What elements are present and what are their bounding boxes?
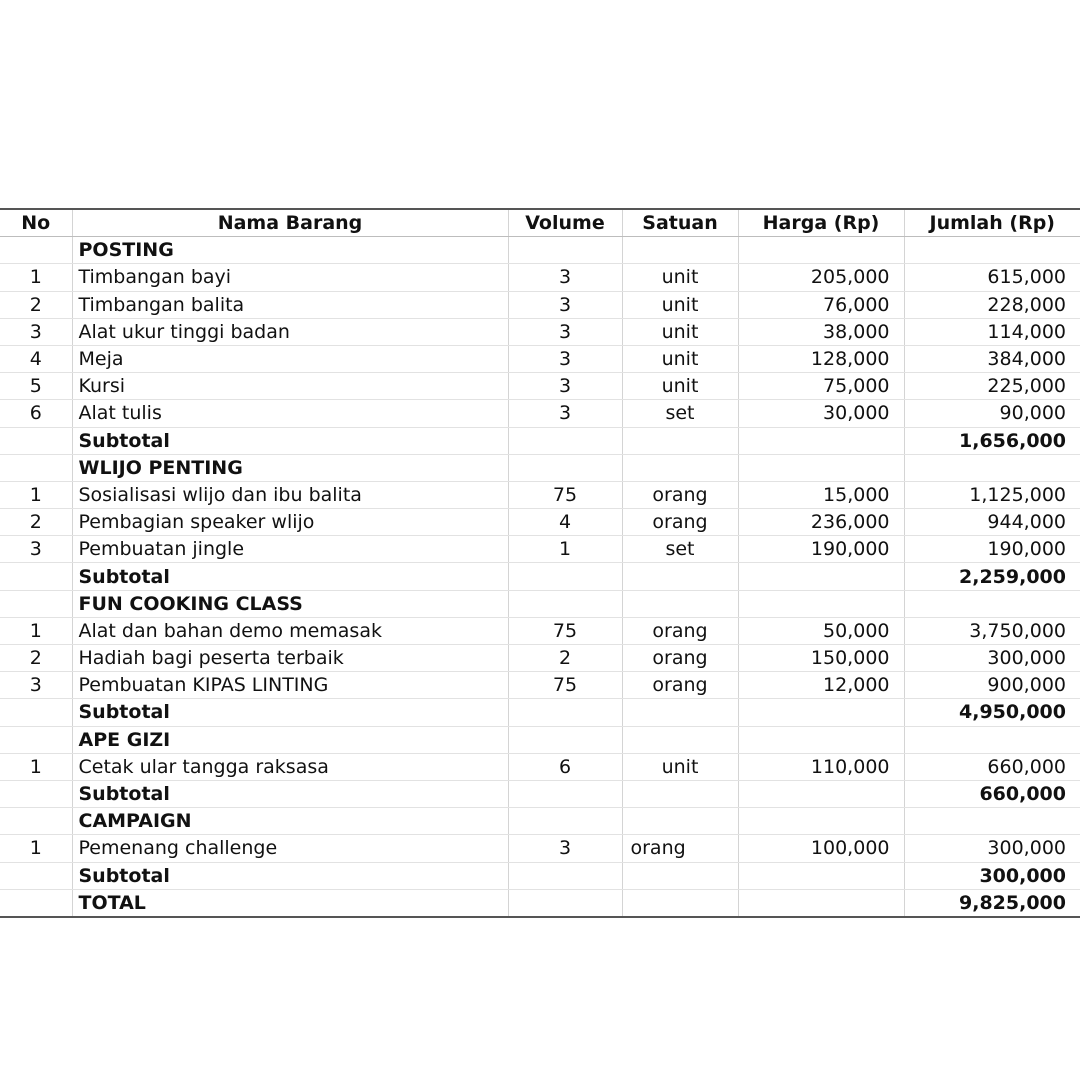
item-no: 2	[0, 509, 72, 536]
item-no: 1	[0, 617, 72, 644]
item-harga: 76,000	[738, 291, 904, 318]
item-jumlah: 3,750,000	[904, 617, 1080, 644]
item-harga: 128,000	[738, 345, 904, 372]
cell-harga	[738, 427, 904, 454]
item-jumlah: 114,000	[904, 318, 1080, 345]
cell-harga	[738, 699, 904, 726]
item-name: Alat dan bahan demo memasak	[72, 617, 508, 644]
section-title-row	[0, 726, 1080, 753]
item-satuan: orang	[622, 509, 738, 536]
item-harga: 30,000	[738, 400, 904, 427]
item-satuan: orang	[622, 645, 738, 672]
item-harga: 50,000	[738, 617, 904, 644]
cell-volume	[508, 862, 622, 889]
item-jumlah: 660,000	[904, 753, 1080, 780]
subtotal-row	[0, 862, 1080, 889]
cell-harga	[738, 726, 904, 753]
item-satuan: unit	[622, 753, 738, 780]
subtotal-label: Subtotal	[72, 780, 508, 807]
item-name: Pembuatan KIPAS LINTING	[72, 672, 508, 699]
item-volume: 1	[508, 536, 622, 563]
cell-no	[0, 862, 72, 889]
item-harga: 12,000	[738, 672, 904, 699]
cell-jumlah	[904, 454, 1080, 481]
item-harga: 236,000	[738, 509, 904, 536]
item-satuan: unit	[622, 345, 738, 372]
subtotal-row	[0, 699, 1080, 726]
item-volume: 75	[508, 617, 622, 644]
table-row	[0, 345, 1080, 372]
item-jumlah: 615,000	[904, 264, 1080, 291]
section-title-row	[0, 454, 1080, 481]
header-name: Nama Barang	[72, 209, 508, 237]
cell-jumlah	[904, 237, 1080, 264]
item-no: 1	[0, 753, 72, 780]
cell-harga	[738, 808, 904, 835]
item-satuan: unit	[622, 318, 738, 345]
item-no: 1	[0, 264, 72, 291]
subtotal-value: 4,950,000	[904, 699, 1080, 726]
cell-jumlah	[904, 590, 1080, 617]
item-volume: 3	[508, 291, 622, 318]
table-row	[0, 318, 1080, 345]
item-name: Alat tulis	[72, 400, 508, 427]
item-no: 3	[0, 318, 72, 345]
cell-harga	[738, 237, 904, 264]
item-no: 3	[0, 536, 72, 563]
cell-no	[0, 590, 72, 617]
item-name: Cetak ular tangga raksasa	[72, 753, 508, 780]
cell-satuan	[622, 454, 738, 481]
item-satuan: orang	[622, 481, 738, 508]
item-name: Pemenang challenge	[72, 835, 508, 862]
cell-jumlah	[904, 726, 1080, 753]
item-volume: 3	[508, 345, 622, 372]
item-satuan: orang	[622, 617, 738, 644]
cell-satuan	[622, 699, 738, 726]
item-name: Pembagian speaker wlijo	[72, 509, 508, 536]
section-title: WLIJO PENTING	[72, 454, 508, 481]
subtotal-label: Subtotal	[72, 563, 508, 590]
cell-harga	[738, 454, 904, 481]
cell-satuan	[622, 889, 738, 917]
cell-no	[0, 237, 72, 264]
cell-satuan	[622, 808, 738, 835]
cell-satuan	[622, 427, 738, 454]
subtotal-value: 1,656,000	[904, 427, 1080, 454]
cell-no	[0, 889, 72, 917]
header-jumlah: Jumlah (Rp)	[904, 209, 1080, 237]
item-name: Timbangan balita	[72, 291, 508, 318]
subtotal-row	[0, 780, 1080, 807]
table-body	[0, 237, 1080, 917]
item-no: 5	[0, 373, 72, 400]
cell-no	[0, 699, 72, 726]
item-no: 1	[0, 481, 72, 508]
table-row	[0, 373, 1080, 400]
item-satuan: orang	[622, 835, 738, 862]
item-satuan: unit	[622, 291, 738, 318]
table-header	[0, 209, 1080, 237]
cell-satuan	[622, 237, 738, 264]
item-harga: 38,000	[738, 318, 904, 345]
cell-no	[0, 726, 72, 753]
subtotal-label: Subtotal	[72, 699, 508, 726]
section-title: FUN COOKING CLASS	[72, 590, 508, 617]
cell-harga	[738, 590, 904, 617]
cell-no	[0, 780, 72, 807]
cell-no	[0, 563, 72, 590]
cell-harga	[738, 780, 904, 807]
item-volume: 6	[508, 753, 622, 780]
item-no: 4	[0, 345, 72, 372]
cell-satuan	[622, 862, 738, 889]
item-jumlah: 384,000	[904, 345, 1080, 372]
table-row	[0, 645, 1080, 672]
item-jumlah: 300,000	[904, 835, 1080, 862]
total-label: TOTAL	[72, 889, 508, 917]
subtotal-label: Subtotal	[72, 862, 508, 889]
section-title-row	[0, 237, 1080, 264]
cell-volume	[508, 237, 622, 264]
table-row	[0, 400, 1080, 427]
cell-harga	[738, 862, 904, 889]
table-row	[0, 509, 1080, 536]
table-row	[0, 536, 1080, 563]
item-satuan: set	[622, 536, 738, 563]
table-row	[0, 753, 1080, 780]
item-name: Pembuatan jingle	[72, 536, 508, 563]
item-jumlah: 190,000	[904, 536, 1080, 563]
table-row	[0, 835, 1080, 862]
item-harga: 15,000	[738, 481, 904, 508]
item-volume: 2	[508, 645, 622, 672]
subtotal-row	[0, 427, 1080, 454]
item-harga: 205,000	[738, 264, 904, 291]
item-name: Hadiah bagi peserta terbaik	[72, 645, 508, 672]
header-no: No	[0, 209, 72, 237]
item-no: 2	[0, 645, 72, 672]
item-no: 6	[0, 400, 72, 427]
table-row	[0, 672, 1080, 699]
cell-harga	[738, 889, 904, 917]
item-name: Alat ukur tinggi badan	[72, 318, 508, 345]
item-satuan: unit	[622, 264, 738, 291]
cell-volume	[508, 780, 622, 807]
header-volume: Volume	[508, 209, 622, 237]
item-jumlah: 900,000	[904, 672, 1080, 699]
item-no: 3	[0, 672, 72, 699]
cell-no	[0, 808, 72, 835]
item-volume: 4	[508, 509, 622, 536]
header-row	[0, 209, 1080, 237]
item-volume: 3	[508, 264, 622, 291]
cell-volume	[508, 808, 622, 835]
cell-harga	[738, 563, 904, 590]
subtotal-value: 300,000	[904, 862, 1080, 889]
item-harga: 75,000	[738, 373, 904, 400]
item-volume: 3	[508, 835, 622, 862]
item-jumlah: 944,000	[904, 509, 1080, 536]
item-jumlah: 1,125,000	[904, 481, 1080, 508]
header-harga: Harga (Rp)	[738, 209, 904, 237]
cell-volume	[508, 726, 622, 753]
cell-volume	[508, 699, 622, 726]
section-title-row	[0, 590, 1080, 617]
cell-volume	[508, 590, 622, 617]
cell-no	[0, 454, 72, 481]
item-volume: 75	[508, 481, 622, 508]
cell-volume	[508, 454, 622, 481]
subtotal-row	[0, 563, 1080, 590]
section-title: POSTING	[72, 237, 508, 264]
budget-table	[0, 208, 1080, 918]
item-volume: 3	[508, 373, 622, 400]
cell-volume	[508, 889, 622, 917]
table-row	[0, 481, 1080, 508]
item-volume: 3	[508, 318, 622, 345]
item-jumlah: 228,000	[904, 291, 1080, 318]
cell-satuan	[622, 563, 738, 590]
item-no: 1	[0, 835, 72, 862]
item-harga: 110,000	[738, 753, 904, 780]
section-title-row	[0, 808, 1080, 835]
cell-satuan	[622, 780, 738, 807]
subtotal-label: Subtotal	[72, 427, 508, 454]
item-harga: 100,000	[738, 835, 904, 862]
cell-jumlah	[904, 808, 1080, 835]
item-no: 2	[0, 291, 72, 318]
budget-sheet	[0, 208, 1080, 918]
item-harga: 150,000	[738, 645, 904, 672]
cell-no	[0, 427, 72, 454]
cell-volume	[508, 563, 622, 590]
item-jumlah: 90,000	[904, 400, 1080, 427]
table-row	[0, 617, 1080, 644]
item-satuan: unit	[622, 373, 738, 400]
item-volume: 75	[508, 672, 622, 699]
cell-volume	[508, 427, 622, 454]
section-title: CAMPAIGN	[72, 808, 508, 835]
subtotal-value: 660,000	[904, 780, 1080, 807]
item-name: Meja	[72, 345, 508, 372]
total-row	[0, 889, 1080, 917]
cell-satuan	[622, 726, 738, 753]
item-satuan: set	[622, 400, 738, 427]
item-satuan: orang	[622, 672, 738, 699]
item-name: Kursi	[72, 373, 508, 400]
item-jumlah: 225,000	[904, 373, 1080, 400]
cell-satuan	[622, 590, 738, 617]
table-row	[0, 291, 1080, 318]
table-row	[0, 264, 1080, 291]
item-harga: 190,000	[738, 536, 904, 563]
item-name: Timbangan bayi	[72, 264, 508, 291]
section-title: APE GIZI	[72, 726, 508, 753]
item-name: Sosialisasi wlijo dan ibu balita	[72, 481, 508, 508]
item-jumlah: 300,000	[904, 645, 1080, 672]
header-satuan: Satuan	[622, 209, 738, 237]
subtotal-value: 2,259,000	[904, 563, 1080, 590]
total-value: 9,825,000	[904, 889, 1080, 917]
item-volume: 3	[508, 400, 622, 427]
